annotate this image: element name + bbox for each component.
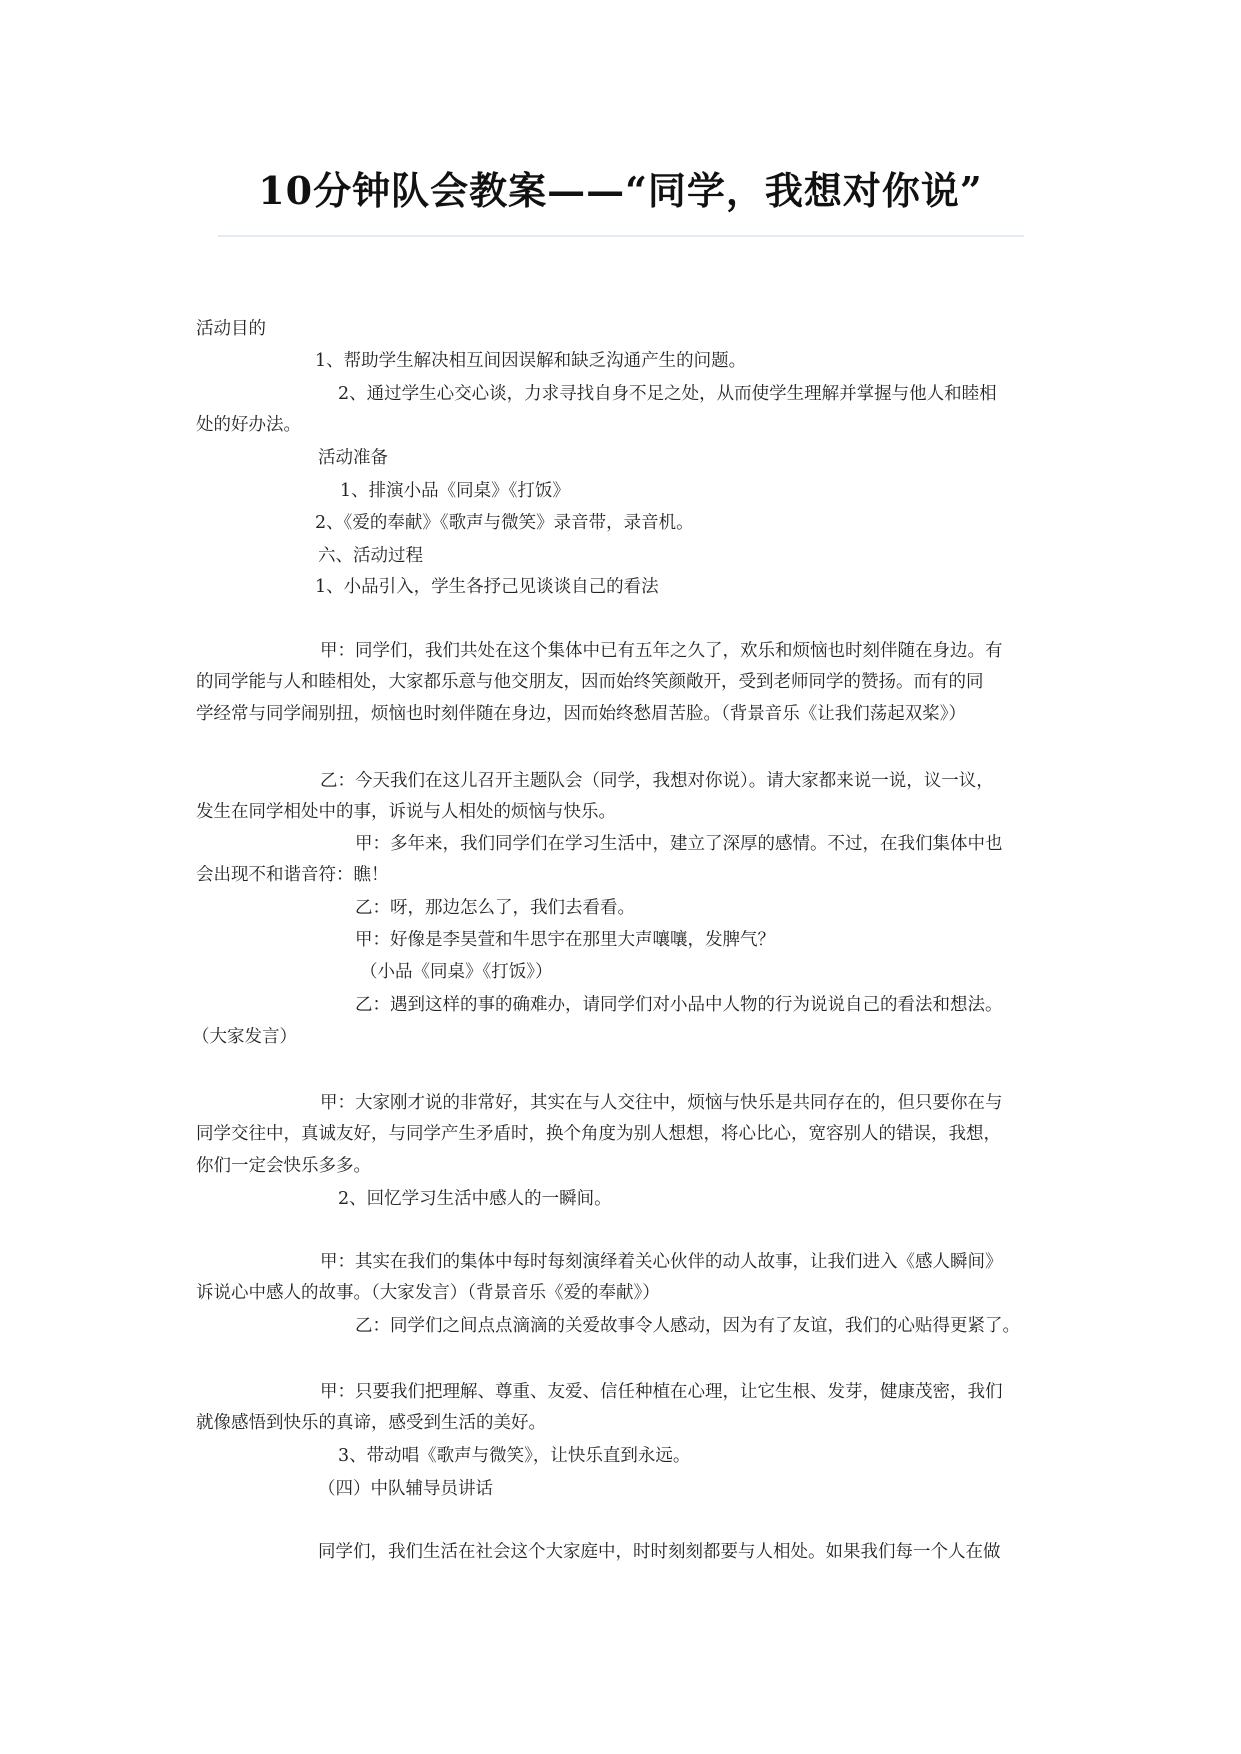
section-heading: 六、活动过程 [318, 546, 423, 566]
paragraph-line: 甲：好像是李昊萱和牛思宇在那里大声嚷嚷，发脾气？ [355, 930, 775, 950]
section-heading: 活动目的 [196, 319, 266, 339]
paragraph-line: 乙：呀，那边怎么了，我们去看看。 [355, 898, 635, 918]
paragraph-line: 乙：今天我们在这儿召开主题队会（同学，我想对你说）。请大家都来说一说，议一议， [320, 771, 994, 791]
paragraph-line: 发生在同学相处中的事，诉说与人相处的烦恼与快乐。 [196, 802, 616, 822]
paragraph-line: 会出现不和谐音符：瞧！ [196, 865, 389, 885]
paragraph-line: 的同学能与人和睦相处，大家都乐意与他交朋友，因而始终笑颜敞开，受到老师同学的赞扬。而有的同 [196, 672, 984, 692]
paragraph-line: 甲：大家刚才说的非常好，其实在与人交往中，烦恼与快乐是共同存在的，但只要你在与 [320, 1093, 1003, 1113]
paragraph-line: 学经常与同学闹别扭，烦恼也时刻伴随在身边，因而始终愁眉苦脸。（背景音乐《让我们荡起双桨》） [196, 704, 966, 724]
paragraph-line: 1、排演小品《同桌》《打饭》 [340, 481, 570, 501]
paragraph-line: 甲：同学们，我们共处在这个集体中已有五年之久了，欢乐和烦恼也时刻伴随在身边。有 [320, 641, 1003, 661]
paragraph-line: 1、小品引入，学生各抒己见谈谈自己的看法 [315, 577, 659, 597]
paragraph-line: 甲：多年来，我们同学们在学习生活中，建立了深厚的感情。不过，在我们集体中也 [355, 834, 1003, 854]
paragraph-line: 2、回忆学习生活中感人的一瞬间。 [338, 1189, 612, 1209]
page-title: 10分钟队会教案——“同学，我想对你说” [258, 168, 983, 213]
paragraph-line: 乙：同学们之间点点滴滴的关爱故事令人感动，因为有了友谊，我们的心贴得更紧了。 [355, 1316, 1020, 1336]
paragraph-line: 同学交往中，真诚友好，与同学产生矛盾时，换个角度为别人想想，将心比心，宽容别人的错误，我想， [196, 1124, 1001, 1144]
section-heading: 活动准备 [318, 448, 388, 468]
paragraph-line: 2、通过学生心交心谈，力求寻找自身不足之处，从而使学生理解并掌握与他人和睦相 [338, 384, 997, 404]
section-heading: （四）中队辅导员讲话 [318, 1479, 493, 1499]
paragraph-line: 3、带动唱《歌声与微笑》，让快乐直到永远。 [338, 1446, 691, 1466]
paragraph-line: 1、帮助学生解决相互间因误解和缺乏沟通产生的问题。 [315, 351, 747, 371]
paragraph-line: 甲：只要我们把理解、尊重、友爱、信任种植在心理，让它生根、发芽，健康茂密，我们 [320, 1382, 1003, 1402]
paragraph-line: 你们一定会快乐多多。 [196, 1156, 371, 1176]
paragraph-line: 乙：遇到这样的事的确难办，请同学们对小品中人物的行为说说自己的看法和想法。 [355, 995, 1003, 1015]
paragraph-line: 2、《爱的奉献》《歌声与微笑》录音带，录音机。 [315, 513, 694, 533]
paragraph-line: （大家发言） [192, 1027, 297, 1047]
paragraph-line: 处的好办法。 [196, 415, 301, 435]
paragraph-line: 同学们，我们生活在社会这个大家庭中，时时刻刻都要与人相处。如果我们每一个人在做 [318, 1542, 1001, 1562]
paragraph-line: （小品《同桌》《打饭》） [360, 962, 553, 982]
paragraph-line: 诉说心中感人的故事。（大家发言）（背景音乐《爱的奉献》） [196, 1283, 660, 1303]
paragraph-line: 甲：其实在我们的集体中每时每刻演绎着关心伙伴的动人故事，让我们进入《感人瞬间》 [320, 1252, 1003, 1272]
paragraph-line: 就像感悟到快乐的真谛，感受到生活的美好。 [196, 1413, 546, 1433]
